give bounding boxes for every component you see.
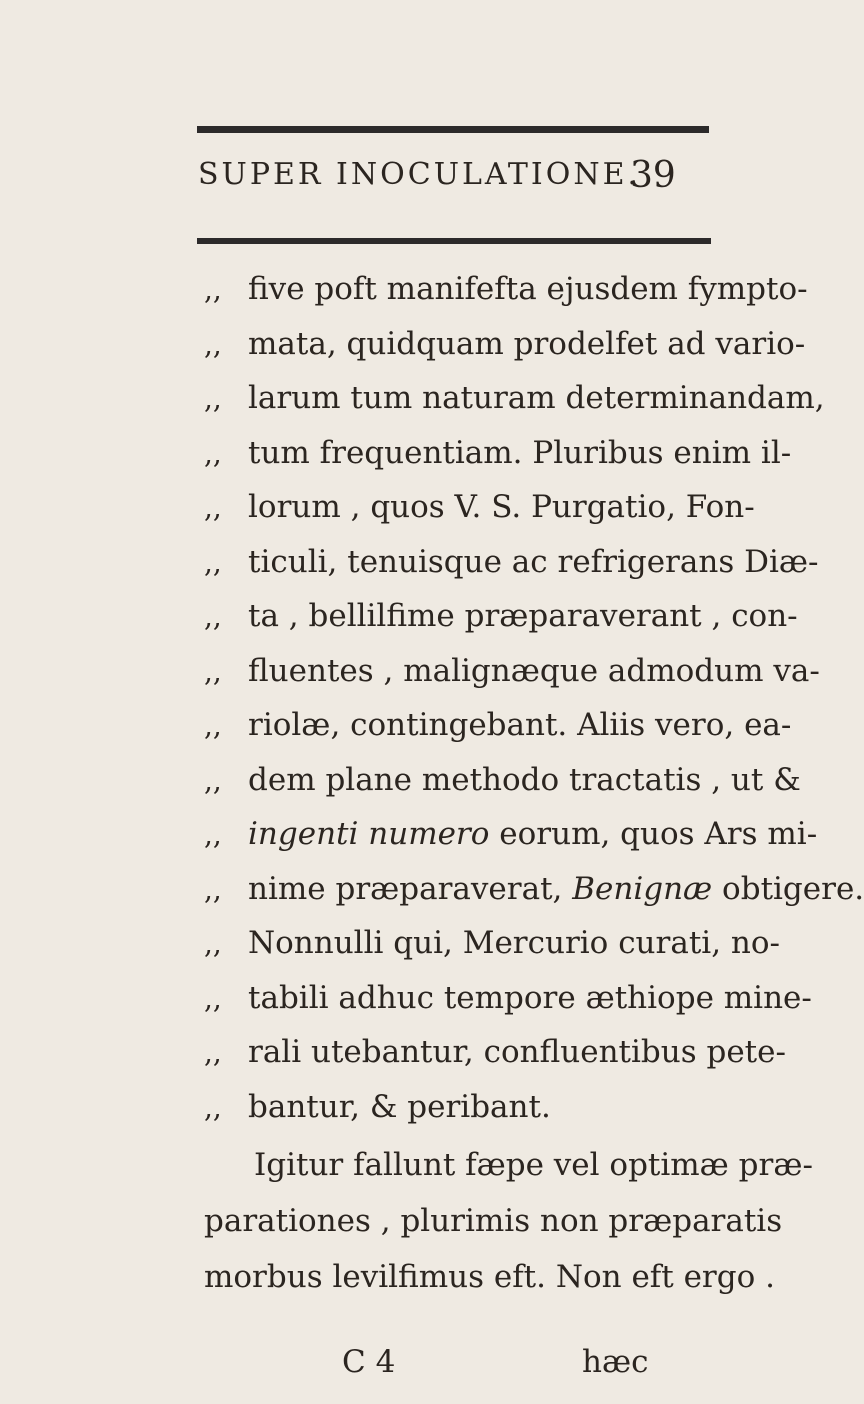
running-head: SUPER INOCULATIONE.: [198, 157, 641, 192]
quote-mark: ,,: [204, 600, 222, 633]
quote-mark: ,,: [204, 273, 222, 306]
catchword: hæc: [582, 1344, 649, 1380]
quote-mark: ,,: [204, 436, 222, 470]
text-run: riolæ, contingebant. Aliis vero, ea-: [248, 707, 792, 743]
quoted-line: [204, 1034, 786, 1089]
text-run: ta , bellilfime præparaverant , con-: [248, 598, 798, 634]
text-run: obtigere.: [712, 870, 864, 907]
quoted-line: [204, 271, 808, 326]
quoted-line: [204, 380, 825, 435]
text-run: mata, quidquam prodelfet ad vario-: [248, 325, 806, 362]
quoted-line: [204, 761, 801, 817]
quoted-line: [204, 707, 792, 762]
quoted-line-text: [248, 326, 805, 362]
quoted-line-text: [248, 980, 812, 1016]
quote-mark: ,,: [204, 1036, 222, 1069]
text-run: ticuli, tenuisque ac refrigerans Diæ-: [248, 543, 819, 580]
quoted-line: [204, 816, 818, 871]
text-run: dem plane methodo tractatis , ut &: [248, 761, 801, 798]
text-run: bantur, & peribant.: [248, 1088, 551, 1125]
signature-mark: C 4: [342, 1344, 396, 1380]
text-run: tum frequentiam. Pluribus enim il-: [248, 434, 792, 471]
quoted-passage: [204, 271, 864, 1143]
header-rule: [197, 238, 711, 244]
quoted-line: [204, 434, 792, 490]
text-line: morbus levilfimus eft. Non eft ergo .: [204, 1259, 775, 1295]
quoted-line: [204, 325, 806, 381]
quote-mark: ,,: [204, 927, 222, 960]
text-run: rali utebantur, confluentibus pete-: [248, 1034, 786, 1070]
quoted-line: [204, 489, 755, 544]
text-run: five poft manifefta ejusdem fympto-: [248, 271, 808, 307]
text-run: fluentes , malignæque admodum va-: [248, 652, 820, 689]
quoted-line: [204, 870, 864, 926]
text-line: Igitur fallunt fæpe vel optimæ præ-: [254, 1147, 813, 1183]
quoted-line-text: [248, 925, 780, 961]
quote-mark: ,,: [204, 327, 222, 361]
page-number: 39: [630, 155, 676, 196]
text-run: eorum, quos Ars mi-: [489, 816, 818, 852]
quoted-line: [204, 652, 820, 708]
quoted-line-text: [248, 489, 755, 525]
quote-mark: ,,: [204, 1090, 222, 1124]
quoted-line: [204, 1089, 724, 1144]
quote-mark: ,,: [204, 382, 222, 415]
quoted-line-text: [248, 707, 791, 743]
quoted-line-text: [248, 271, 808, 307]
text-line: parationes , plurimis non præparatis: [204, 1203, 783, 1239]
italic-text: ingenti numero: [248, 816, 490, 852]
text-run: larum tum naturam determinandam,: [248, 380, 825, 416]
quote-mark: ,,: [204, 491, 222, 524]
quote-mark: ,,: [204, 981, 222, 1015]
text-run: Nonnulli qui, Mercurio curati, no-: [248, 925, 781, 961]
quoted-line: [204, 979, 812, 1035]
quoted-line: [204, 925, 781, 980]
text-run: lorum , quos V. S. Purgatio, Fon-: [248, 489, 755, 525]
text-run: tabili adhuc tempore æthiope mine-: [248, 979, 812, 1016]
quote-mark: ,,: [204, 709, 222, 742]
quoted-line-text: [248, 544, 818, 580]
body-paragraph: [204, 1147, 813, 1315]
quoted-line-text: [248, 816, 817, 852]
quoted-line-text: [248, 762, 801, 798]
quoted-line-text: [248, 653, 820, 689]
top-rule: [197, 126, 709, 133]
quote-mark: ,,: [204, 818, 222, 851]
quote-mark: ,,: [204, 763, 222, 797]
quote-mark: ,,: [204, 545, 222, 579]
quoted-line-text: [248, 1034, 786, 1070]
italic-text: Benignæ: [572, 870, 713, 907]
quoted-line-text: [248, 435, 791, 471]
quoted-line: [204, 543, 819, 599]
quote-mark: ,,: [204, 654, 222, 688]
text-run: nime præparaverat,: [248, 870, 573, 907]
quoted-line-text: [248, 380, 825, 416]
quoted-line-text: [248, 871, 864, 907]
quote-mark: ,,: [204, 872, 222, 906]
quoted-line-text: [248, 598, 798, 634]
quoted-line: [204, 598, 798, 653]
quoted-line-text: [248, 1089, 551, 1125]
